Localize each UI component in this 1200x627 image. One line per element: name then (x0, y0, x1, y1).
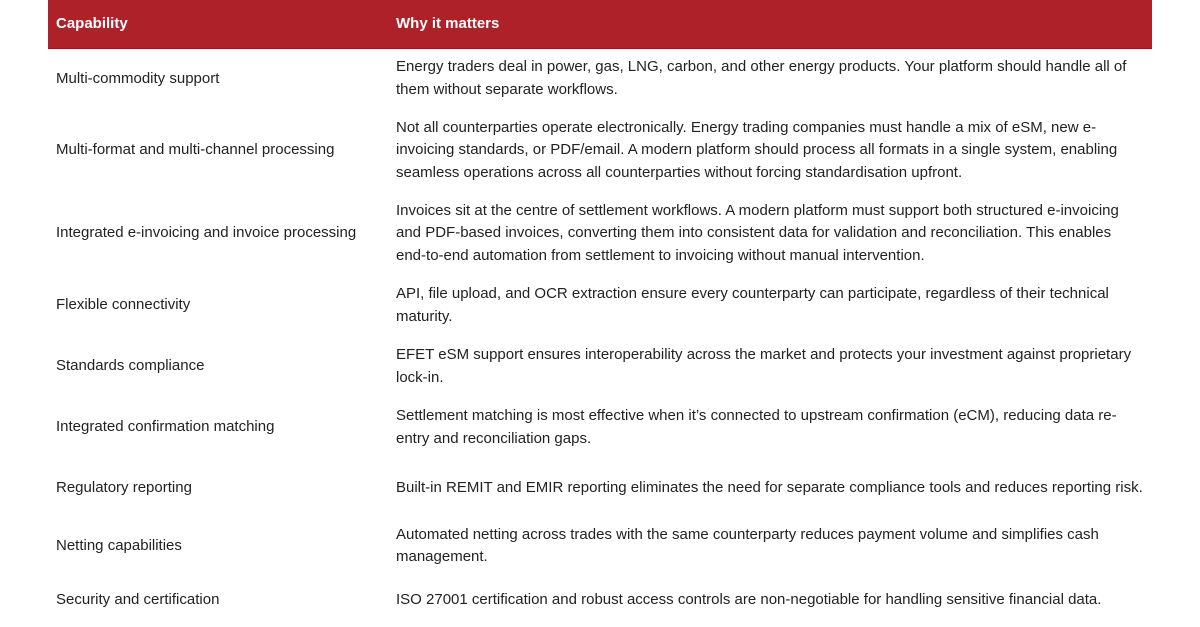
capability-cell: Netting capabilities (56, 536, 182, 554)
table-row (48, 573, 1152, 627)
column-header-why-it-matters: Why it matters (388, 0, 1152, 48)
table-row (48, 109, 1152, 192)
capability-cell: Integrated confirmation matching (56, 418, 275, 436)
table-body (48, 48, 1152, 627)
why-it-matters-cell: API, file upload, and OCR extraction ensure every counterparty can participate, regardless of their technical maturity. (396, 285, 1109, 325)
why-it-matters-cell: Energy traders deal in power, gas, LNG, carbon, and other energy products. Your platform should handle all of them without separate workflows. (396, 58, 1127, 98)
why-it-matters-cell: Not all counterparties operate electronically. Energy trading companies must handle a mix of eSM, new e-invoicing standards, or PDF/email. A modern platform should process all formats in a single system, enabling seamless operations across all counterparties without forcing standardisation upfront. (396, 118, 1118, 181)
why-it-matters-cell: Invoices sit at the centre of settlement workflows. A modern platform must support both structured e-invoicing and PDF-based invoices, converting them into consistent data for validation and reconciliation. This enables end-to-end automation from settlement to invoicing without manual intervention. (396, 201, 1119, 264)
table-row (48, 275, 1152, 336)
why-it-matters-cell: Automated netting across trades with the same counterparty reduces payment volume and simplifies cash management. (396, 525, 1099, 565)
capabilities-table (48, 0, 1152, 627)
column-header-capability: Capability (48, 0, 388, 48)
capability-cell: Integrated e-invoicing and invoice processing (56, 224, 357, 242)
capability-cell: Security and certification (56, 590, 220, 608)
why-it-matters-cell: Settlement matching is most effective when it’s connected to upstream confirmation (eCM), reducing data re-entry and reconciliation gaps. (396, 407, 1117, 447)
table-row (48, 48, 1152, 109)
table-row (48, 192, 1152, 275)
why-it-matters-cell: EFET eSM support ensures interoperability across the market and protects your investment against proprietary lock-in. (396, 346, 1132, 386)
capability-cell: Standards compliance (56, 357, 205, 375)
capability-cell: Multi-commodity support (56, 69, 220, 87)
why-it-matters-cell: ISO 27001 certification and robust access controls are non-negotiable for handling sensitive financial data. (396, 590, 1102, 608)
table-header (48, 0, 1152, 48)
capability-cell: Multi-format and multi-channel processing (56, 141, 335, 159)
capability-cell: Regulatory reporting (56, 479, 192, 497)
header-row (48, 0, 1152, 48)
table-row (48, 336, 1152, 397)
why-it-matters-cell: Built-in REMIT and EMIR reporting eliminates the need for separate compliance tools and reduces reporting risk. (396, 479, 1143, 497)
table-row (48, 458, 1152, 519)
capability-cell: Flexible connectivity (56, 296, 191, 314)
table-row (48, 519, 1152, 573)
table-row (48, 397, 1152, 458)
capabilities-table-container (48, 0, 1152, 627)
